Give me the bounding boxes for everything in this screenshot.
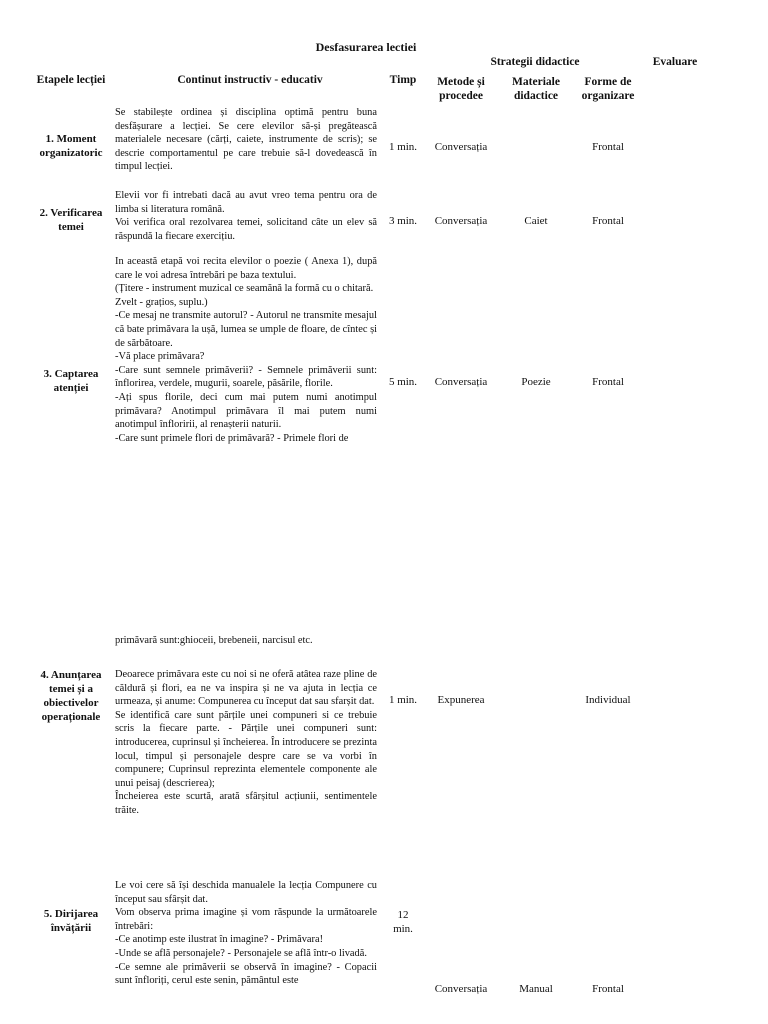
- forme-row-2: Frontal: [592, 215, 624, 227]
- metode-row-4: Expunerea: [437, 694, 485, 706]
- content-paragraph: primăvară sunt:ghioceii, brebeneii, narcisul etc.: [115, 635, 313, 646]
- materiale-row-5: Manual: [519, 983, 553, 995]
- content-row-3: [115, 255, 377, 445]
- content-paragraph: (Țitere - instrument muzical ce seamănă la formă cu o chitară.: [115, 283, 374, 295]
- stage-4: 4. Anunțarea temei și a obiectivelor operaționale: [40, 669, 102, 723]
- header-materiale: Materiale didactice: [512, 76, 560, 102]
- content-paragraph: Încheierea este scurtă, arată sfârșitul acțiunii, sentimentele trăite.: [115, 791, 377, 816]
- content-row-4: [115, 668, 377, 818]
- content-paragraph: -Ce anotimp este ilustrat în imagine? - Primăvara!: [115, 934, 324, 946]
- forme-row-4: Individual: [585, 694, 631, 706]
- forme-row-5: Frontal: [592, 983, 624, 995]
- time-row-1: 1 min.: [388, 141, 418, 153]
- content-paragraph: -Care sunt primele flori de primăvară? - Primele flori de: [115, 432, 349, 444]
- content-paragraph: Zvelt - grațios, suplu.): [115, 296, 208, 308]
- header-continut: Continut instructiv - educativ: [177, 74, 323, 86]
- stage-2: 2. Verificarea temei: [39, 207, 103, 233]
- header-metode: Metode și procedee: [437, 76, 485, 102]
- content-row-3-continuation: [115, 634, 377, 648]
- content-paragraph: -Ce mesaj ne transmite autorul? - Autorul ne transmite mesajul că bate primăvara la ușă, lumea se umple de floare, de cîntec și de sărbătoare.: [115, 310, 377, 349]
- time-row-5: 12 min.: [393, 909, 413, 935]
- content-paragraph: Deoarece primăvara este cu noi si ne oferă atâtea raze pline de căldură și flori, ea ne va inspira și ne va ajuta in lecția ce urmeaza, și anume: Compunerea cu început dat sau sfarșit dat.: [115, 669, 377, 708]
- content-row-2: [115, 189, 377, 243]
- content-paragraph: Se identifică care sunt părțile unei compuneri si ce trebuie scris la fiecare parte. - Părțile unei compuneri sunt: introducerea, cuprinsul și încheierea. În introducere se prezinta locul, timpul și personajele despre care se va vorbi în compunere; Cuprinsul reprezinta elementele componente ale unui peisaj (descrierea);: [115, 709, 377, 789]
- materiale-row-3: Poezie: [521, 376, 551, 388]
- metode-row-5: Conversația: [434, 983, 488, 995]
- content-paragraph: Se stabilește ordinea și disciplina optimă pentru buna desfășurare a lecției. Se cere elevilor să-și pregătească materialele necesare (cărți, caiete, instrumente de scris); se descrie comportamentul pe care trebuie să-l dovedească în timpul lecției.: [115, 107, 377, 173]
- header-strategii: Strategii didactice: [490, 56, 580, 68]
- content-row-1: [115, 106, 377, 174]
- content-paragraph: Elevii vor fi intrebati dacă au avut vreo tema pentru ora de limba si literatura română.: [115, 190, 377, 215]
- content-paragraph: -Vă place primăvara?: [115, 351, 205, 363]
- forme-row-3: Frontal: [592, 376, 624, 388]
- metode-row-2: Conversația: [434, 215, 488, 227]
- header-forme: Forme de organizare: [581, 76, 635, 102]
- content-paragraph: -Ce semne ale primăverii se observă în imagine? - Copacii sunt înfloriți, cerul este senin, pământul este: [115, 961, 377, 987]
- header-etapele: Etapele lecției: [36, 74, 106, 86]
- time-row-3: 5 min.: [388, 376, 418, 388]
- materiale-row-2: Caiet: [524, 215, 548, 227]
- metode-row-1: Conversația: [434, 141, 488, 153]
- metode-row-3: Conversația: [434, 376, 488, 388]
- stage-1: 1. Moment organizatoric: [39, 133, 103, 159]
- content-paragraph: Vom observa prima imagine și vom răspunde la următoarele întrebări:: [115, 907, 377, 932]
- content-paragraph: -Ați spus florile, deci cum mai putem numi anotimpul primăvara? Anotimpul primăvara îl mai putem numi anotimpul înfloririi, al renașterii naturii.: [115, 391, 377, 431]
- content-row-5: [115, 879, 377, 988]
- time-row-4: 1 min.: [388, 694, 418, 706]
- page-title: Desfasurarea lectiei: [315, 40, 417, 54]
- header-timp: Timp: [389, 74, 417, 86]
- content-paragraph: Le voi cere să își deschida manualele la lecția Compunere cu început sau sfârșit dat.: [115, 880, 377, 905]
- content-paragraph: -Care sunt semnele primăverii? - Semnele primăverii sunt: înflorirea, verdele, mugurii, soarele, păsările, florile.: [115, 364, 377, 390]
- stage-3: 3. Captarea atenției: [43, 368, 99, 394]
- stage-5: 5. Dirijarea învățării: [43, 908, 99, 934]
- forme-row-1: Frontal: [592, 141, 624, 153]
- content-paragraph: Voi verifica oral rezolvarea temei, solicitand câte un elev să răspundă la fiecare exercițiu.: [115, 217, 377, 242]
- content-paragraph: -Unde se află personajele? - Personajele se află într-o livadă.: [115, 947, 367, 959]
- header-evaluare: Evaluare: [652, 56, 698, 68]
- time-row-2: 3 min.: [388, 215, 418, 227]
- content-paragraph: In această etapă voi recita elevilor o poezie ( Anexa 1), după care le voi adresa întrebări pe baza textului.: [115, 256, 377, 281]
